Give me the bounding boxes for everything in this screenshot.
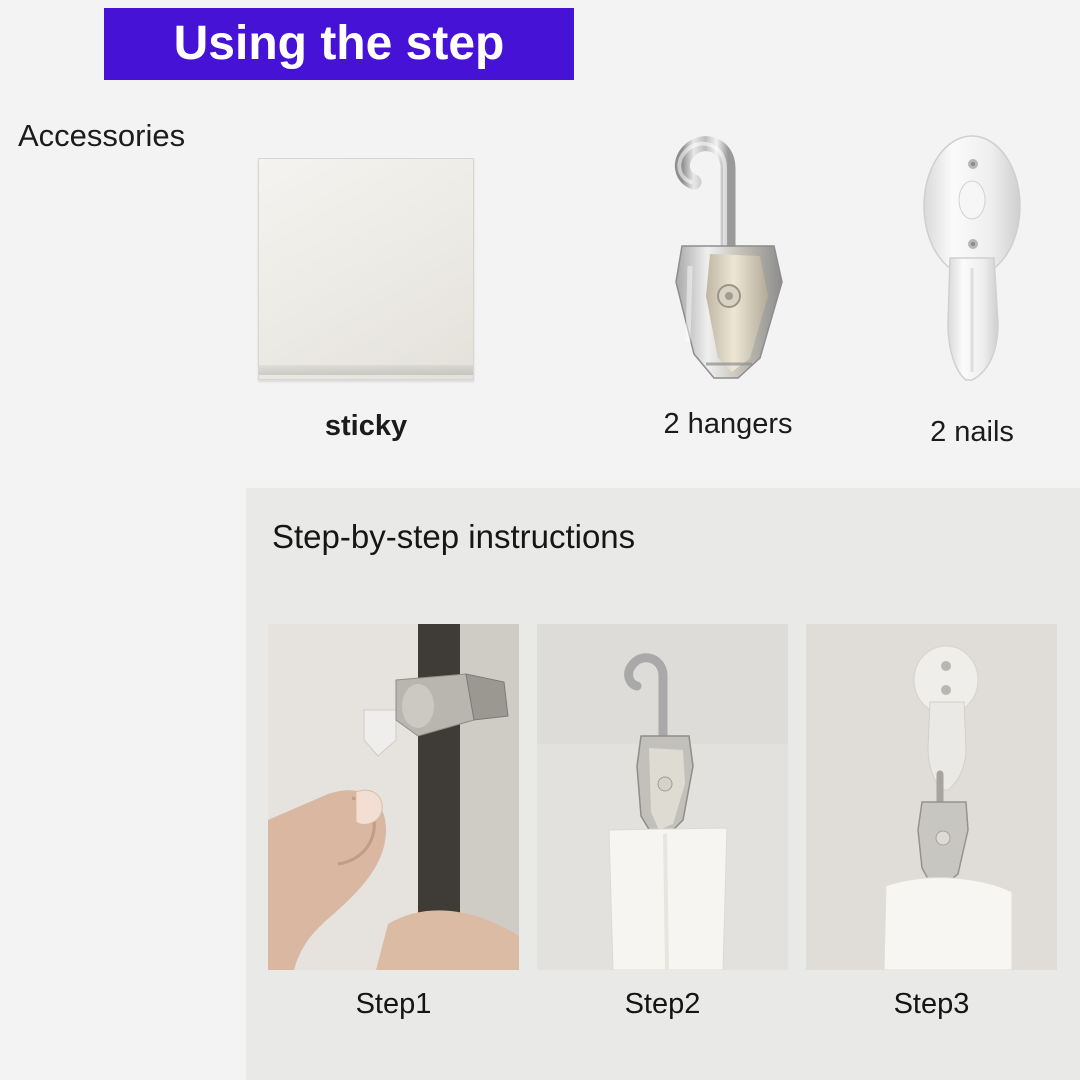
accessory-caption-sticky: sticky bbox=[324, 410, 408, 442]
accessories-heading: Accessories bbox=[18, 118, 186, 153]
step-cell-1 bbox=[268, 624, 519, 1021]
step-cell-2 bbox=[537, 624, 788, 1021]
adhesive-pad-icon bbox=[258, 158, 474, 380]
step1-photo bbox=[268, 624, 519, 970]
step-label-1: Step1 bbox=[355, 988, 432, 1020]
hanger-clip-icon bbox=[610, 96, 846, 396]
page-title-banner bbox=[104, 8, 574, 80]
step2-photo bbox=[537, 624, 788, 970]
step-label-2: Step2 bbox=[624, 988, 701, 1020]
page-title: Using the step bbox=[173, 17, 505, 70]
step-cell-3 bbox=[806, 624, 1057, 1021]
steps-panel bbox=[246, 488, 1080, 1080]
nail-hook-icon bbox=[872, 128, 1072, 408]
accessory-item-hangers bbox=[610, 96, 846, 458]
accessory-caption-nails: 2 nails bbox=[930, 416, 1014, 448]
steps-heading: Step-by-step instructions bbox=[272, 518, 636, 555]
accessory-item-nails bbox=[872, 128, 1072, 464]
step3-photo bbox=[806, 624, 1057, 970]
accessory-item-sticky bbox=[248, 158, 484, 458]
accessory-caption-hangers: 2 hangers bbox=[663, 408, 793, 440]
steps-row bbox=[268, 624, 1058, 1021]
step-label-3: Step3 bbox=[893, 988, 970, 1020]
